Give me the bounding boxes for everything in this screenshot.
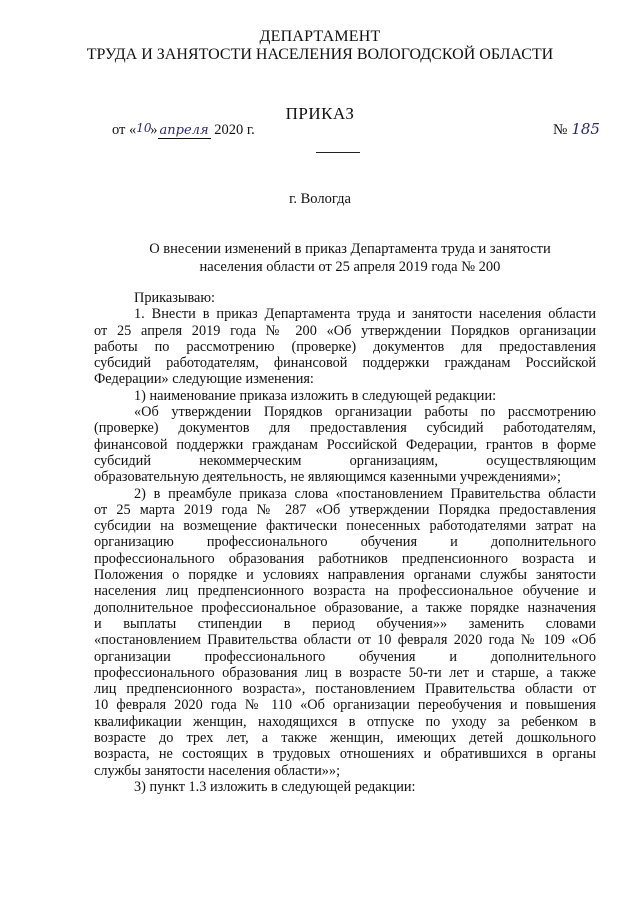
body-line: от 25 апреля 2019 года № 200 «Об утверждении Порядков организации: [94, 322, 596, 339]
department-name-line1: ДЕПАРТАМЕНТ: [259, 28, 381, 45]
body-line: Федерации» следующие изменения:: [94, 371, 314, 388]
body-line: образовательную деятельность, не являющимся казенными учреждениями»;: [94, 469, 561, 486]
order-date: [112, 121, 255, 139]
body-line: населения лиц предпенсионного возраста на профессиональное обучение и: [94, 583, 596, 600]
body-line: дополнительное профессиональное образование, а также порядке назначения: [94, 599, 596, 616]
order-body: [94, 290, 596, 795]
subject-line: населения области от 25 апреля 2019 года № 200: [199, 259, 501, 275]
body-line: субсидий некоммерческим организациям, осуществляющим: [94, 452, 596, 469]
body-line: финансовой поддержки гражданам Российской Федерации, грантов в форме: [94, 436, 596, 453]
handwritten-month: апреля: [159, 123, 209, 138]
handwritten-day: 10: [136, 121, 152, 135]
body-line: работы по рассмотрению (проверке) документов для предоставления: [94, 338, 596, 355]
body-line: 10 февраля 2020 года № 110 «Об организации переобучения и повышения: [94, 697, 596, 714]
subject-line: О внесении изменений в приказ Департамента труда и занятости: [149, 241, 551, 257]
body-line: субсидии на возмещение фактически понесенных работодателями затрат на: [94, 518, 596, 535]
body-line: службы занятости населения области»»;: [94, 762, 341, 779]
document-type-title: ПРИКАЗ: [285, 104, 355, 123]
body-line: Приказываю:: [134, 290, 216, 306]
body-line: 3) пункт 1.3 изложить в следующей редакции:: [134, 778, 416, 795]
body-line: лиц предпенсионного возраста», постановлением Правительства области от: [94, 681, 596, 698]
body-line: возраста, не состоящих в трудовых отношениях и обратившихся в органы: [94, 746, 596, 763]
body-line: 2) в преамбуле приказа слова «постановлением Правительства области: [134, 485, 596, 502]
handwritten-number: 185: [571, 120, 600, 138]
body-line: профессионального образования лиц в возрасте 50-ти лет и старше, а также: [94, 664, 596, 681]
body-line: «постановлением Правительства области от 10 февраля 2020 года № 109 «Об: [94, 632, 596, 649]
body-line: (проверке) документов для предоставления субсидий работодателям,: [94, 420, 596, 437]
body-line: организации профессионального обучения и дополнительного: [94, 648, 596, 665]
body-line: возрасте до трех лет, а также женщин, имеющих детей дошкольного: [94, 730, 596, 747]
body-line: квалификации женщин, находящихся в отпуске по уходу за ребенком в: [94, 713, 596, 730]
body-line: 1) наименование приказа изложить в следующей редакции:: [134, 387, 497, 404]
date-prefix: от «: [112, 122, 137, 138]
body-line: профессионального образования работников предпенсионного возраста и: [94, 550, 596, 567]
body-line: 1. Внести в приказ Департамента труда и занятости населения области: [134, 306, 596, 323]
body-line: субсидий работодателям, финансовой поддержки гражданам Российской: [94, 355, 596, 372]
body-line: «Об утверждении Порядков организации работы по рассмотрению: [134, 404, 596, 421]
body-line: Положения о порядке и условиях направления органами службы занятости: [94, 567, 596, 584]
date-quote-close: »: [150, 122, 158, 138]
divider-dash: [316, 152, 360, 153]
order-subject: [130, 240, 570, 276]
date-year: 2020 г.: [214, 122, 255, 138]
body-line: организацию профессионального обучения и дополнительного: [94, 534, 596, 551]
department-name-line2: ТРУДА И ЗАНЯТОСТИ НАСЕЛЕНИЯ ВОЛОГОДСКОЙ ОБЛАСТИ: [86, 46, 554, 63]
city-name: г. Вологда: [289, 191, 351, 207]
body-line: от 25 марта 2019 года № 287 «Об утверждении Порядка предоставления: [94, 501, 596, 518]
number-prefix: №: [553, 122, 568, 138]
order-number: [553, 120, 600, 139]
body-line: и выплаты стипендии в период обучения»» заменить словами: [94, 615, 596, 632]
